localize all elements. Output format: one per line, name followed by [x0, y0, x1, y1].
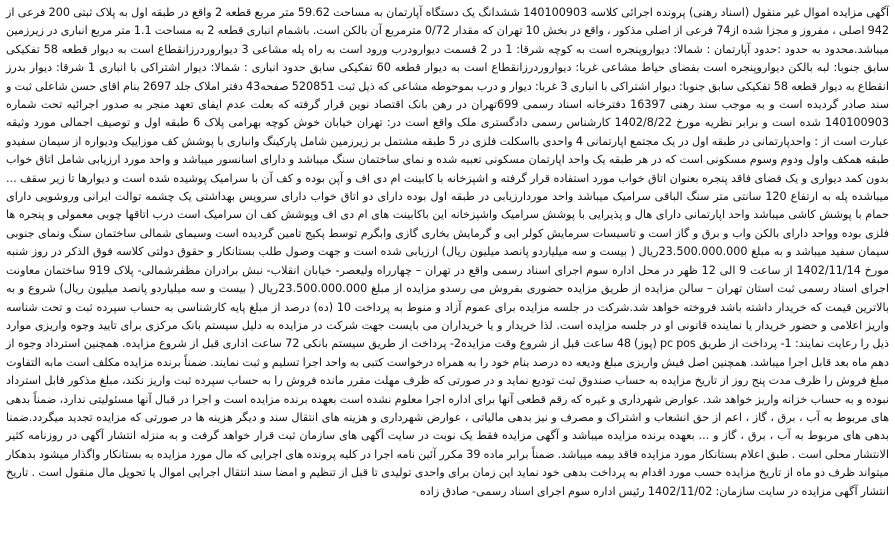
- notice-paragraph-2: میباشده پله به ارتفاع 120 سانتی متر سنگ الباقی سرامیک میباشد واحد موردارزیابی در طبقه اول بوده دارای دو اتاق خواب دارای سرویس بهداشتی یک چشمه توالت ایرانی وروشویی دارای حمام با پوشش کاشی میباشد واحد اپارتمانی دارای هال و پذیرایی با پوشش سرامیک واشپزخانه این باکابینت های ام دی اف وپوشش کف ان سرامیک است درب اتاقها چوبی معمولی و پنجره ها فلزی بوده وواحد دارای بالکن واب و برق و گاز است و تاسیسات سرمایش کولر ابی و گرمایش بخاری گازی وابگرم توسط پکیج تامین گردیده است وسيمای شمالی ساختمان سنگ ونمای جنوبی سیمان سفید میباشد و به مبلغ 23.500.000.000ریال ( بیست و سه میلیاردو پانصد میلیون ریال) ارزیابی شده است و جهت وصول طلب بستانکار و حقوق دولتی کلاسه فوق الذکر در روز شنبه مورخ 1402/11/14 از ساعت 9 الی 12 ظهر در محل اداره سوم اجرای اسناد رسمی واقع در تهران – چهارراه ولیعصر- خیابان انقلاب- نبش برادران مظفرشمالی- پلاک 919 ساختمان معاونت اجرای اسناد رسمی ثبت استان تهران – سالن مزایده از طریق مزایده حضوری بفروش می رسدو مزایده از مبلغ 23.500.000.000ریال ( بیست و سه میلیاردو پانصد میلیون ریال) شروع و به بالاترین قیمت که خریدار داشته باشد فروخته خواهد شد.شرکت در جلسه مزایده برای عموم آزاد و منوط به پرداخت 10 (ده) درصد از مبلغ پایه کارشناسی به حساب سپرده ثبت و تحت شناسه واریز اعلامی و حضور خریدار یا نماینده قانونی او در جلسه مزایده است. لذا خریدار و یا خریداران می بایست جهت شرکت در مزایده به دلیل سیستم بانک مرکزی برای تایید وجوه واریزی موارد ذیل را رعایت نمایند: 1- پرداخت از طریق pc pos (پوز) 48 ساعت قبل از شروع وقت مزایده2- پرداخت از طریق سیستم بانکی 72 ساعت اداری قبل از شروع مزایده. همچنین استرداد وجوه از دهم ماه بعد قابل اجرا میباشد. همچنین اصل فیش واریزی مبلغ ودیعه ده درصد بنام خود را به همراه درخواست کتبی به واحد اجرا تسلیم و ثبت نمایند. ضمناً برنده مزایده مکلف است مابه التفاوت مبلغ فروش را ظرف مدت پنج روز از تاریخ مزایده به حساب صندوق ثبت تودیع نماید و در صورتی که ظرف مهلت مقرر مانده فروش را به حساب سپرده ثبت واریز نکند، مبلغ مذکور قابل استرداد نبوده و به حساب خزانه واریز خواهد شد. عوارض شهرداری و غیره که رقم قطعی آنها برای اداره اجرا معلوم نشده است بعهده برنده مزایده است و اجرا در قبال آنها مسئولیتی ندارد، ضمناً بدهی های مربوط به آب ، برق ، گاز ، اعم از حق انشعاب و اشتراک و مصرف و نیز بدهی مالیاتی ، عوارض شهرداری و هزینه های انتقال سند و دیگر هزینه ها در صورتی که مزایده تجدید میگردد.ضمنا بدهی های مربوط به آب ، برق ، گاز و ... بعهده برنده مزایده میباشد و آگهی مزایده فقط یک نوبت در سایت آگهی های سازمان ثبت قرار خواهد گرفت و به منزله انتشار آگهی در روزنامه کثیر الانتشار محلی است . طبق اعلام بستانکار مورد مزایده فاقد بیمه میباشد. ضمناً برابر ماده 39 مکرر آئین نامه اجرا در کلیه پرونده های اجرایی که مال مورد مزایده به بستانکار واگذار میشود بدهکار میتواند ظرف دو ماه از تاریخ مزایده حسب مورد اقدام به پرداخت بدهی خود نماید این زمان برای واحدی تولیدی تا قبل از تنظیم و امضا سند انتقال اجرایی اموال یا تحویل مال منقول است . تاریخ انتشار آگهی مزایده در سایت سازمان: 1402/11/02 رئیس اداره سوم اجرای اسناد رسمی- صادق زاده: [6, 190, 890, 498]
- auction-notice-text: [6, 4, 889, 501]
- notice-paragraph-1: آگهی مزایده اموال غیر منقول (اسناد رهنی) پرونده اجرائی کلاسه 140100903 ششدانگ یک دستگاه آپارتمان به مساحت 59.62 متر مربع قطعه 2 واقع در طبقه اول به پلاک ثبتی 200 فرعی از 942 اصلی ، مفروز و مجزا شده از74 فرعی از اصلی مذکور ، واقع در بخش 10 تهران که مقدار 0/72 مترمربع آن بالکن است. باشمام انباری قطعه 2 به مساحت 1.1 متر مربع انباری در زیرزمین میباشد.محدود به حدود :حدود آپارتمان : شمالا: دیوارو‌پنجره است به کوچه شرقا: 1 در 2 قسمت دیوارودرب ورود است به راه پله مشاعی 3 دیواروردرزانقطاع است به دیوار قطعه 58 تفکیکی سابق جنوبا: لبه بالکن دیوارو‌پنجره است بفضای حیاط مشاعی غربا: دیواروردرزانقطاع است به دیوار قطعه 60 تفکیکی سابق حدود انباری : شمالا: دیوار اشتراکی با انباری 1 شرقا: دیوار بدرز انقطاع به دیوار قطعه 58 تفکیکی سابق جنوبا: دیوار اشتراکی با انباری 3 غربا: دیوار و درب بموحوطه مشاعی که ذیل ثبت 520851 صفحه43 دفتر املاک جلد 2697 بنام اقای حسن شاعلی ثبت و سند صادر گردیده است و به موجب سند رهنی 16397 دفترخانه اسناد رسمی 699تهران در رهن بانک اقتصاد نوین قرار گرفته که بعلت عدم ایفای تعهد منجر به صدور اجرائیه تحت شماره 140100903 شده است و برابر نظریه مورخ 1402/8/22 کارشناس رسمی دادگستری ملک واقع است در: تهران خیابان خوش کوچه بهرامی پلاک 6 طبقه اول و توصیف اجمالی مورد وثیقه عبارت است از : واحدپارتمانی در طبقه اول در یک مجتمع اپارتمانی 4 واحدی بااسکلت فلزی در 5 طبقه مشتمل بر زیرزمین شامل پارکینگ وانباری با پوشش کف موزاییک ودیواره از سیمان سفیدو طبقه همکف واول ودوم وسوم مسکونی است که در هر طبقه یک واحد اپارتمان مسکونی تعبیه شده و نمای ساختمان سنگ میباشد و دارای اسانسور میباشد و واحد مورد ارزیابی شامل اتاق خواب بدون کمد دیواری و یک فضای فاقد پنجره بعنوان اتاق خواب مورد استفاده قرار گرفته و اشپزخانه با کابینت ام دی اف و آپن بوده و کف آن با سرامیک پوشیده شده است و دیوارها تا زیر سقف ...: [6, 6, 890, 185]
